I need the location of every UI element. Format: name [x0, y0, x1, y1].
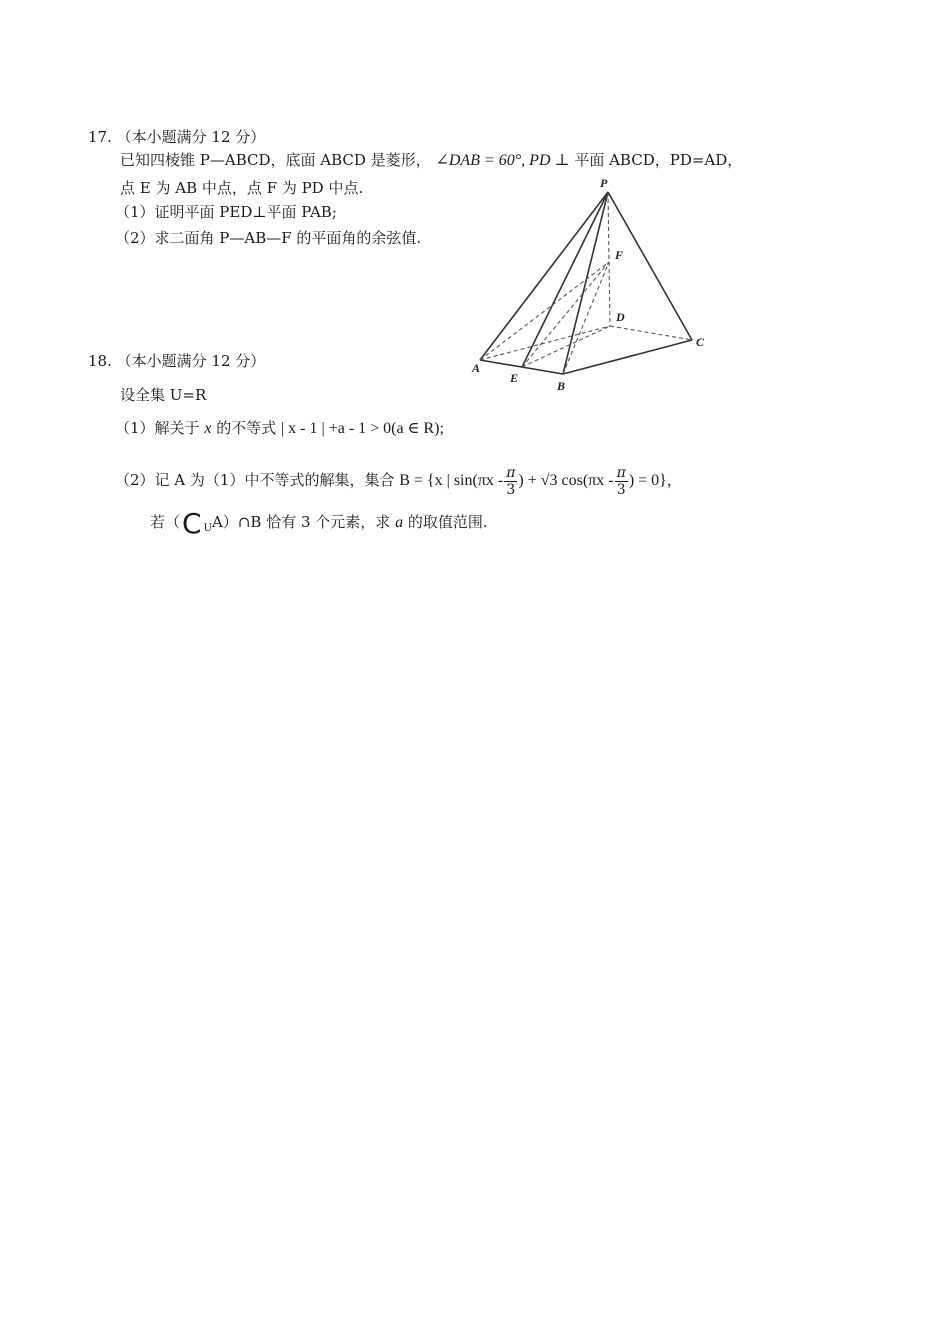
q18-part2-a: （2）记 A 为（1）中不等式的解集，集合 — [115, 471, 400, 489]
pi-over-3-fraction-2 — [615, 465, 628, 498]
edge-PA — [480, 192, 608, 360]
q17-line1 — [120, 150, 742, 171]
q17-line1-b: 平面 ABCD，PD=AD， — [574, 151, 743, 169]
edge-BC — [563, 340, 692, 374]
q18-part1-b: 的不等式 — [211, 419, 281, 437]
edge-AD — [480, 326, 610, 360]
q17-line1-a: 已知四棱锥 P—ABCD，底面 ABCD 是菱形， — [120, 151, 431, 169]
complement-subscript: U — [203, 523, 213, 534]
q18-set-u: 设全集 U=R — [120, 386, 207, 404]
q18-number — [88, 351, 265, 371]
label-E: E — [510, 371, 519, 385]
pyramid-figure — [468, 176, 718, 398]
q18-part2-end: ， — [666, 471, 682, 489]
q18-header: （本小题满分 12 分） — [116, 352, 266, 370]
label-B: B — [557, 379, 566, 393]
q17-part1: （1）证明平面 PED⊥平面 PAB; — [115, 203, 337, 221]
q18-part1-math: | x - 1 | +a - 1 > 0(a ∈ R); — [280, 420, 444, 437]
q18-part3 — [150, 507, 488, 540]
q18-part2 — [115, 460, 682, 501]
q18-part3-b: A）∩B 恰有 3 个元素，求 — [212, 513, 396, 531]
q18-part2-math2: ) + √3 cos(πx - — [518, 472, 614, 489]
complement-symbol-icon: C — [182, 507, 202, 540]
pi-over-3-fraction-1 — [504, 465, 517, 498]
q17-number-text: 17. — [88, 128, 112, 146]
label-C: C — [696, 335, 705, 349]
q17-part2: （2）求二面角 P—AB—F 的平面角的余弦值. — [115, 229, 422, 247]
q18-part1 — [115, 418, 444, 439]
label-F: F — [615, 248, 624, 262]
fraction-numerator: π — [506, 464, 516, 481]
q17-line1-math: ∠DAB = 60°, PD ⊥ — [435, 152, 570, 169]
q18-part2-math1: B = {x | sin(πx - — [399, 472, 504, 489]
edge-AF — [480, 262, 609, 360]
q18-part1-a: （1）解关于 — [115, 419, 205, 437]
edge-PD — [608, 192, 610, 326]
edge-DC — [610, 326, 692, 340]
q17-line2: 点 E 为 AB 中点，点 F 为 PD 中点. — [120, 179, 364, 197]
q18-part3-var: a — [395, 514, 404, 531]
fraction-denominator: 3 — [506, 481, 516, 498]
edge-PB — [563, 192, 608, 374]
q17-number — [88, 127, 265, 147]
fraction-numerator: π — [616, 464, 626, 481]
q18-part3-c: 的取值范围. — [403, 513, 488, 531]
q18-part3-a: 若（ — [150, 513, 181, 531]
label-A: A — [472, 361, 481, 375]
label-P: P — [600, 176, 608, 190]
q18-part1-var: x — [204, 420, 212, 437]
q18-part2-math3: ) = 0} — [628, 472, 667, 489]
q18-number-text: 18. — [88, 352, 112, 370]
fraction-denominator: 3 — [616, 481, 626, 498]
label-D: D — [616, 310, 625, 324]
q17-header: （本小题满分 12 分） — [116, 128, 266, 146]
edge-AB — [480, 360, 563, 374]
